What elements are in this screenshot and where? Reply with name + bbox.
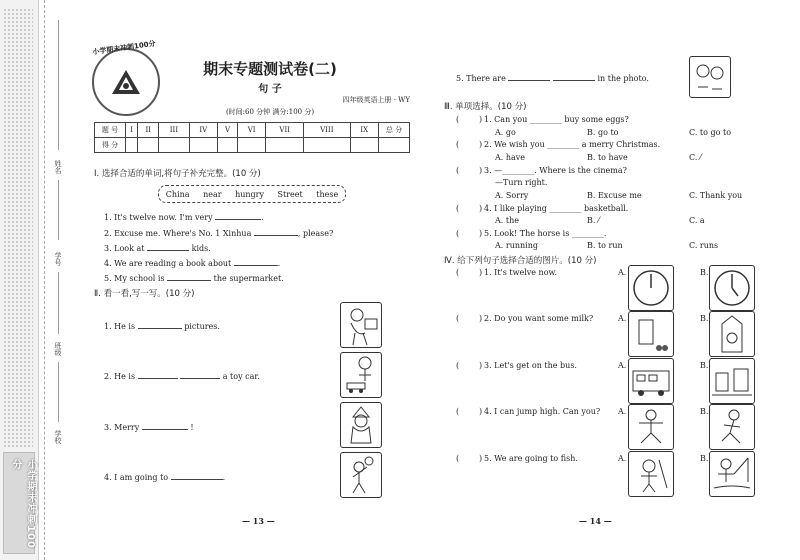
s4-q3-choice-a[interactable]	[628, 358, 674, 404]
score-header-cell: I	[126, 123, 138, 138]
word-bank-item: Street	[277, 189, 303, 199]
s2-q1	[104, 320, 220, 331]
toy-car-picture	[340, 352, 382, 398]
s2-q3	[104, 421, 194, 432]
s4-q4-label-a: A.	[618, 407, 627, 416]
score-cell[interactable]	[304, 138, 351, 153]
score-row	[95, 138, 410, 153]
word-bank-item: hungry	[235, 189, 264, 199]
santa-picture	[340, 402, 382, 448]
two-kids-picture	[689, 56, 731, 98]
s1-q1	[104, 211, 264, 222]
id-line	[58, 180, 59, 240]
score-header-cell: II	[138, 123, 159, 138]
drawing-icon	[341, 303, 381, 347]
page-subtitle: 句 子	[258, 84, 282, 95]
score-header-cell: IV	[189, 123, 218, 138]
answer-blank[interactable]	[215, 211, 261, 220]
s3-q5-close: )	[479, 229, 483, 238]
s4-q1-paren: (	[456, 268, 460, 277]
s4-q1-text: 1. It's twelve now.	[484, 268, 557, 277]
name-line	[58, 20, 59, 150]
score-cell[interactable]	[237, 138, 266, 153]
s1-q5-text: 5. My school is	[104, 274, 165, 283]
drawing-boy-picture	[340, 302, 382, 348]
s1-q5	[104, 272, 284, 283]
jumping-boy-icon	[629, 405, 673, 449]
score-cell[interactable]	[159, 138, 189, 153]
score-header-cell: VIII	[304, 123, 351, 138]
s1-q5-tail: the supermarket.	[213, 274, 284, 283]
s3-q3-option-b[interactable]: B. Excuse me	[587, 191, 642, 200]
running-boy-icon	[710, 405, 754, 449]
toy-car-icon	[341, 353, 381, 397]
s3-q2-paren: (	[456, 140, 460, 149]
bus-icon	[629, 359, 673, 403]
s2-q1-text: 1. He is	[104, 322, 136, 331]
s3-q2-option-a[interactable]: A. have	[495, 153, 526, 162]
s4-q3-label-b: B.	[700, 361, 709, 370]
s4-q3-choice-b[interactable]	[709, 358, 755, 404]
s2-q4-text: 4. I am going to	[104, 473, 169, 482]
s1-q3-tail: kids.	[191, 244, 211, 253]
s4-q4-choice-a[interactable]	[628, 404, 674, 450]
monkey-icon	[629, 452, 673, 496]
class-line	[58, 272, 59, 334]
word-bank-item: China	[165, 189, 190, 199]
word-bank-item: these	[316, 189, 339, 199]
s3-q3-option-a[interactable]: A. Sorry	[495, 191, 529, 200]
school-label: 学校	[54, 430, 62, 444]
s4-q4-text: 4. I can jump high. Can you?	[484, 407, 601, 416]
s4-q4-label-b: B.	[700, 407, 709, 416]
score-cell[interactable]	[266, 138, 304, 153]
s3-q2-text: 2. We wish you ________ a merry Christmas.	[484, 140, 661, 149]
word-bank-item: near	[203, 189, 222, 199]
answer-blank[interactable]	[138, 370, 178, 379]
s1-q4-text: 4. We are reading a book about	[104, 259, 232, 268]
s3-q5-paren: (	[456, 229, 460, 238]
brand-tab-text: 小学期末冲刺100分	[10, 459, 36, 549]
badge-emblem	[109, 68, 143, 96]
s4-q5-choice-a[interactable]	[628, 451, 674, 497]
s3-q3-option-c[interactable]: C. Thank you	[689, 191, 743, 200]
s3-q3-reply: —Turn right.	[495, 178, 548, 187]
s3-q2-option-b[interactable]: B. to have	[587, 153, 628, 162]
s4-q4-paren: (	[456, 407, 460, 416]
s4-q1-label-b: B.	[700, 268, 709, 277]
s2-q4-tail: .	[222, 473, 226, 482]
basketball-icon	[341, 453, 381, 497]
s4-q5-paren: (	[456, 454, 460, 463]
s4-q5-label-a: A.	[618, 454, 627, 463]
s4-q2-label-a: A.	[618, 314, 627, 323]
badge-text: 小学期末冲刺100分	[91, 39, 157, 57]
page-number-left: — 13 —	[242, 516, 275, 526]
score-cell[interactable]	[379, 138, 410, 153]
s3-q4-option-b[interactable]: B. ⁄	[587, 216, 600, 225]
s1-q1-text: 1. It's twelve now. I'm very	[104, 213, 213, 222]
s3-q3-close: )	[479, 166, 483, 175]
kids-icon	[690, 57, 730, 97]
s2-q3-text: 3. Merry	[104, 423, 140, 432]
s4-q1-choice-a[interactable]	[628, 265, 674, 311]
basketball-boy-picture	[340, 452, 382, 498]
score-header-cell: V	[218, 123, 238, 138]
s4-q2-text: 2. Do you want some milk?	[484, 314, 594, 323]
s4-q3-text: 3. Let's get on the bus.	[484, 361, 577, 370]
series-badge	[92, 48, 160, 116]
s3-q1-close: )	[479, 115, 483, 124]
s4-q2-choice-b[interactable]	[709, 311, 755, 357]
score-header-cell: VII	[266, 123, 304, 138]
answer-blank[interactable]	[553, 72, 595, 81]
s1-q4-tail: .	[277, 259, 281, 268]
s3-q4-option-c[interactable]: C. a	[689, 216, 705, 225]
s2-q2-tail: a toy car.	[222, 372, 260, 381]
s2-q5-text: 5. There are	[456, 74, 506, 83]
answer-blank[interactable]	[180, 370, 220, 379]
s3-q4-option-a[interactable]: A. the	[495, 216, 519, 225]
brand-tab	[3, 452, 35, 554]
s4-q5-text: 5. We are going to fish.	[484, 454, 578, 463]
score-cell[interactable]	[350, 138, 378, 153]
s3-q4-paren: (	[456, 204, 460, 213]
answer-blank[interactable]	[508, 72, 550, 81]
section1-heading: Ⅰ. 选择合适的单词,将句子补充完整。(10 分)	[94, 169, 261, 179]
s3-q1-option-b[interactable]: B. go to	[587, 128, 619, 137]
score-header-cell: 总 分	[379, 123, 410, 138]
cut-line	[44, 0, 45, 560]
s4-q5-label-b: B.	[700, 454, 709, 463]
s3-q5-option-b[interactable]: B. to run	[587, 241, 623, 250]
s1-q3-text: 3. Look at	[104, 244, 145, 253]
s3-q5-text: 5. Look! The horse is ________.	[484, 229, 607, 238]
page-title: 期末专题测试卷(二)	[203, 60, 337, 78]
answer-blank[interactable]	[147, 242, 189, 251]
answer-blank[interactable]	[234, 257, 278, 266]
s4-q4-choice-b[interactable]	[709, 404, 755, 450]
s2-q4	[104, 471, 225, 482]
section3-heading: Ⅲ. 单项选择。(10 分)	[444, 102, 527, 112]
section2-heading: Ⅱ. 看一看,写一写。(10 分)	[94, 289, 195, 299]
grade-label: 四年级英语上册 · WY	[342, 96, 410, 104]
street-icon	[710, 359, 754, 403]
score-cell[interactable]	[218, 138, 238, 153]
word-bank	[158, 185, 346, 203]
s2-q2-text: 2. He is	[104, 372, 136, 381]
s4-q2-label-b: B.	[700, 314, 709, 323]
section4-heading: Ⅳ. 给下列句子选择合适的图片。(10 分)	[444, 256, 597, 266]
score-cell[interactable]	[138, 138, 159, 153]
s4-q5-choice-b[interactable]	[709, 451, 755, 497]
s2-q3-tail: !	[190, 423, 194, 432]
class-label: 班级	[54, 342, 62, 356]
clock-icon	[629, 266, 673, 310]
score-header-cell: VI	[237, 123, 266, 138]
s1-q2-tail: , please?	[297, 229, 334, 238]
s2-q5-tail: in the photo.	[597, 74, 649, 83]
s3-q4-text: 4. I like playing ________ basketball.	[484, 204, 629, 213]
s4-q1-choice-b[interactable]	[709, 265, 755, 311]
id-label: 学号	[54, 252, 62, 266]
s3-q5-option-a[interactable]: A. running	[495, 241, 538, 250]
score-header-cell: 题 号	[95, 123, 126, 138]
s3-q2-option-c[interactable]: C. ⁄	[689, 153, 702, 162]
s3-q3-paren: (	[456, 166, 460, 175]
binding-pattern	[3, 8, 33, 448]
answer-blank[interactable]	[171, 471, 223, 480]
milk-carton-icon	[710, 312, 754, 356]
s1-q4	[104, 257, 280, 268]
s4-q3-close: )	[479, 361, 483, 370]
score-cell[interactable]	[189, 138, 218, 153]
s3-q2-close: )	[479, 140, 483, 149]
s2-q1-tail: pictures.	[184, 322, 220, 331]
answer-blank[interactable]	[254, 227, 298, 236]
s4-q2-paren: (	[456, 314, 460, 323]
s3-q4-close: )	[479, 204, 483, 213]
fishing-icon	[710, 452, 754, 496]
s2-q5	[456, 72, 649, 83]
answer-blank[interactable]	[142, 421, 188, 430]
score-header-row	[95, 123, 410, 138]
page-number-right: — 14 —	[579, 516, 612, 526]
score-header-cell: III	[159, 123, 189, 138]
score-header-cell: IX	[350, 123, 378, 138]
s4-q2-close: )	[479, 314, 483, 323]
s4-q1-label-a: A.	[618, 268, 627, 277]
score-row-label: 得 分	[95, 138, 126, 153]
s3-q1-option-c[interactable]: C. to go to	[689, 128, 732, 137]
s1-q3	[104, 242, 211, 253]
s1-q2-text: 2. Excuse me. Where's No. 1 Xinhua	[104, 229, 252, 238]
school-line	[58, 362, 59, 422]
s4-q1-close: )	[479, 268, 483, 277]
s1-q2	[104, 227, 333, 238]
s4-q2-choice-a[interactable]	[628, 311, 674, 357]
answer-blank[interactable]	[138, 320, 182, 329]
s3-q1-paren: (	[456, 115, 460, 124]
answer-blank[interactable]	[167, 272, 211, 281]
time-limit: (时间:60 分钟 满分:100 分)	[225, 108, 315, 116]
s3-q1-option-a[interactable]: A. go	[495, 128, 516, 137]
score-cell[interactable]	[126, 138, 138, 153]
s4-q3-label-a: A.	[618, 361, 627, 370]
s4-q5-close: )	[479, 454, 483, 463]
s3-q5-option-c[interactable]: C. runs	[689, 241, 719, 250]
s2-q2	[104, 370, 260, 381]
s3-q3-text: 3. —________. Where is the cinema?	[484, 166, 627, 175]
s4-q3-paren: (	[456, 361, 460, 370]
s3-q1-text: 1. Can you ________ buy some eggs?	[484, 115, 629, 124]
santa-icon	[341, 403, 381, 447]
clock-icon	[710, 266, 754, 310]
name-label: 姓名	[54, 160, 62, 174]
glass-icon	[629, 312, 673, 356]
s1-q1-tail: .	[261, 213, 264, 222]
s4-q4-close: )	[479, 407, 483, 416]
score-table	[94, 122, 410, 153]
